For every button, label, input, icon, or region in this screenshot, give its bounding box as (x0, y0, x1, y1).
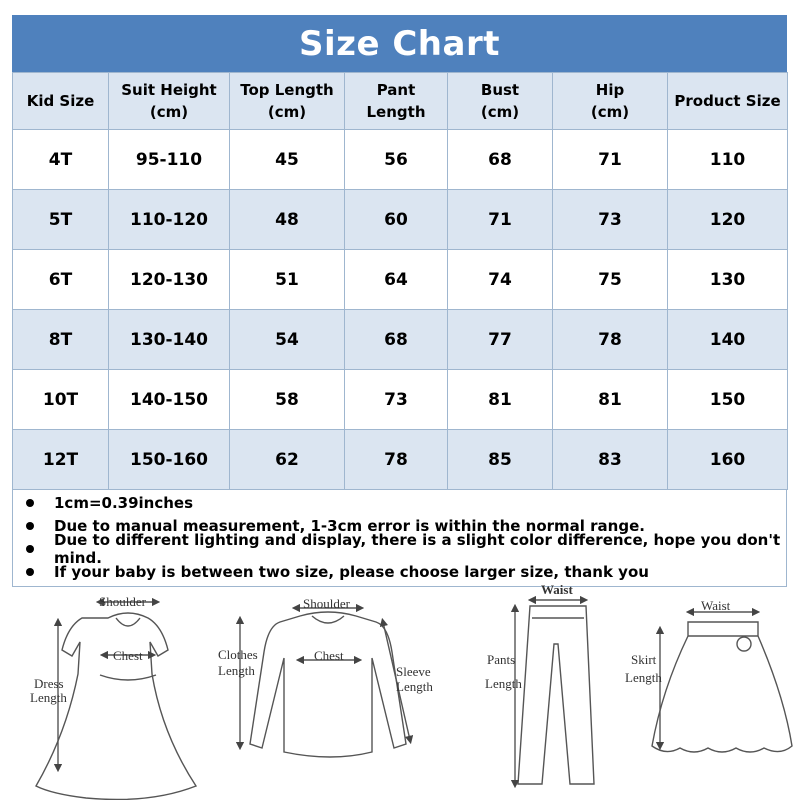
top-shoulder-label: Shoulder (303, 596, 350, 611)
cell-top-length: 62 (230, 430, 345, 490)
pants-diagram (515, 600, 594, 784)
header-kid-size: Kid Size (13, 73, 109, 130)
cell-kid-size: 10T (13, 370, 109, 430)
pants-length-label: Pants (487, 652, 516, 667)
top-diagram (240, 608, 410, 757)
cell-product-size: 110 (668, 130, 788, 190)
cell-bust: 71 (448, 190, 553, 250)
note-item: 1cm=0.39inches (13, 491, 786, 514)
cell-suit-height: 130-140 (109, 310, 230, 370)
top-length-label: Clothes (218, 647, 258, 662)
cell-suit-height: 120-130 (109, 250, 230, 310)
cell-top-length: 54 (230, 310, 345, 370)
cell-bust: 77 (448, 310, 553, 370)
top-outline-icon (250, 612, 406, 757)
cell-kid-size: 8T (13, 310, 109, 370)
header-bust: Bust (cm) (448, 73, 553, 130)
skirt-length-label: Skirt (631, 652, 657, 667)
skirt-length-label-2: Length (625, 670, 662, 685)
cell-hip: 83 (553, 430, 668, 490)
table-row (13, 310, 788, 370)
cell-top-length: 45 (230, 130, 345, 190)
cell-pant-length: 68 (345, 310, 448, 370)
pants-length-label-2: Length (485, 676, 522, 691)
pants-outline-icon (518, 606, 594, 784)
cell-product-size: 130 (668, 250, 788, 310)
diagrams-svg (0, 578, 800, 800)
header-top-length: Top Length (cm) (230, 73, 345, 130)
bullet-icon (26, 522, 34, 530)
cell-top-length: 58 (230, 370, 345, 430)
cell-bust: 85 (448, 430, 553, 490)
cell-product-size: 160 (668, 430, 788, 490)
cell-kid-size: 6T (13, 250, 109, 310)
cell-hip: 75 (553, 250, 668, 310)
cell-hip: 73 (553, 190, 668, 250)
pants-waist-label: Waist (541, 582, 573, 597)
header-row (13, 73, 788, 130)
header-hip: Hip (cm) (553, 73, 668, 130)
cell-top-length: 48 (230, 190, 345, 250)
top-length-label-2: Length (218, 663, 255, 678)
table-row (13, 370, 788, 430)
cell-suit-height: 95-110 (109, 130, 230, 190)
notes-list (12, 490, 787, 587)
size-chart (12, 15, 787, 587)
dress-length-label: Dress (34, 676, 64, 691)
header-suit-height: Suit Height (cm) (109, 73, 230, 130)
cell-kid-size: 5T (13, 190, 109, 250)
cell-pant-length: 73 (345, 370, 448, 430)
note-item: Due to different lighting and display, there is a slight color difference, hope you don't mind. (13, 537, 786, 560)
dress-outline-icon (36, 613, 196, 800)
bullet-icon (26, 545, 34, 553)
cell-product-size: 150 (668, 370, 788, 430)
top-sleeve-label-2: Length (396, 679, 433, 694)
measurement-diagrams (0, 578, 800, 800)
cell-suit-height: 150-160 (109, 430, 230, 490)
dress-length-label-2: Length (30, 690, 67, 705)
cell-pant-length: 56 (345, 130, 448, 190)
size-table (12, 72, 788, 490)
skirt-outline-icon (652, 622, 792, 752)
table-row (13, 250, 788, 310)
cell-pant-length: 78 (345, 430, 448, 490)
cell-suit-height: 140-150 (109, 370, 230, 430)
bullet-icon (26, 568, 34, 576)
table-row (13, 430, 788, 490)
dress-chest-label: Chest (113, 648, 143, 663)
dress-shoulder-label: Shoulder (99, 594, 146, 609)
top-chest-label: Chest (314, 648, 344, 663)
cell-suit-height: 110-120 (109, 190, 230, 250)
cell-hip: 71 (553, 130, 668, 190)
skirt-waist-label: Waist (701, 598, 731, 613)
cell-kid-size: 4T (13, 130, 109, 190)
cell-pant-length: 64 (345, 250, 448, 310)
note-item: Due to manual measurement, 1-3cm error is within the normal range. (13, 514, 786, 537)
cell-bust: 74 (448, 250, 553, 310)
header-product-size: Product Size (668, 73, 788, 130)
top-sleeve-label: Sleeve (396, 664, 431, 679)
skirt-diagram (652, 612, 792, 752)
table-row (13, 190, 788, 250)
cell-bust: 68 (448, 130, 553, 190)
table-row (13, 130, 788, 190)
cell-hip: 81 (553, 370, 668, 430)
cell-product-size: 120 (668, 190, 788, 250)
cell-bust: 81 (448, 370, 553, 430)
cell-pant-length: 60 (345, 190, 448, 250)
header-pant-length: Pant Length (345, 73, 448, 130)
cell-top-length: 51 (230, 250, 345, 310)
bullet-icon (26, 499, 34, 507)
note-item: If your baby is between two size, please choose larger size, thank you (13, 560, 786, 583)
cell-kid-size: 12T (13, 430, 109, 490)
cell-product-size: 140 (668, 310, 788, 370)
cell-hip: 78 (553, 310, 668, 370)
chart-title: Size Chart (12, 15, 787, 72)
